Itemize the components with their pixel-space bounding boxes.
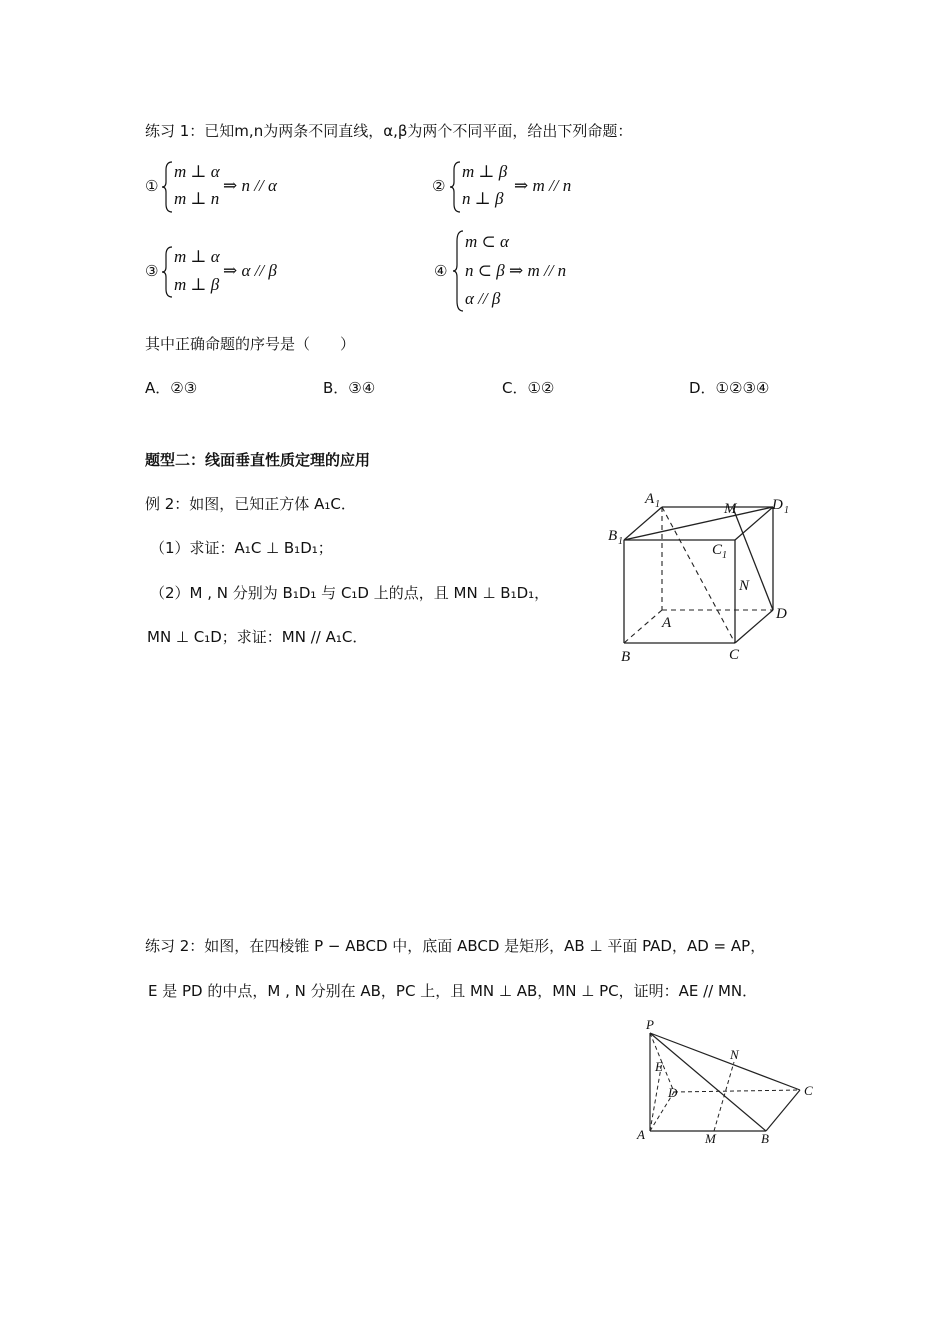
section-title: 题型二：线面垂直性质定理的应用 [145,451,371,469]
edge-B-C [766,1090,800,1131]
label-M: M [724,501,737,517]
label-N: N [730,1047,739,1062]
prop-4-brace [451,229,465,313]
prop-4-number: ④ [434,262,448,280]
label-P: P [646,1017,654,1032]
label-C: C [729,647,740,663]
prop-1-line2: m ⊥ n [174,189,220,208]
prop-2-conclusion: ⇒ m // n [514,176,572,195]
prop-1-number: ① [145,177,159,195]
prop-3-conclusion: ⇒ α // β [223,261,277,280]
cube-figure [600,485,810,670]
edge-A1-B1 [624,507,662,540]
edge-D1-C1 [735,507,773,540]
svg-text:1: 1 [784,505,789,516]
label-N: N [739,578,750,594]
diag-A1-C [662,507,735,643]
prop-2-line2: n ⊥ β [462,189,504,208]
prop-4-line1: m ⊂ α [465,232,509,251]
label-C1: C [712,542,723,558]
prop-4-line2: n ⊂ β ⇒ m // n [465,261,567,280]
prop-3-number: ③ [145,262,159,280]
label-D: D [776,606,787,622]
prop-1-line1: m ⊥ α [174,162,220,181]
prop-1-brace [160,160,174,214]
prop-1-conclusion: ⇒ n // α [223,176,277,195]
edge-P-B [650,1033,766,1131]
ex2-intro: 例 2：如图，已知正方体 A₁C． [145,495,356,513]
label-B: B [761,1131,769,1146]
svg-text:1: 1 [722,550,727,561]
option-b: B．③④ [323,379,376,397]
label-E: E [655,1059,663,1074]
prop-2-number: ② [432,177,446,195]
edge-P-C [650,1033,800,1090]
prop-3-line2: m ⊥ β [174,275,220,294]
svg-text:1: 1 [618,536,623,547]
hidden-A-B [624,610,662,643]
option-d: D．①②③④ [689,379,770,397]
label-A: A [637,1127,645,1142]
prop-2-brace [448,160,462,214]
ex2-part2: （2）M , N 分别为 B₁D₁ 与 C₁D 上的点，且 MN ⊥ B₁D₁， [150,584,550,602]
ex3-line1: 练习 2：如图，在四棱锥 P − ABCD 中，底面 ABCD 是矩形，AB ⊥ 平面 PAD，AD = AP， [145,937,766,955]
ex2-part2-cont: MN ⊥ C₁D；求证：MN // A₁C． [147,628,368,646]
label-D1: D [772,497,783,513]
label-A1: A [645,491,655,507]
prop-3-line1: m ⊥ α [174,247,220,266]
label-B: B [621,649,631,665]
ex1-intro: 练习 1：已知m,n为两条不同直线，α,β为两个不同平面，给出下列命题： [145,122,633,140]
label-B1: B [608,528,618,544]
ex1-question: 其中正确命题的序号是（ ） [145,335,356,353]
pyramid-figure [630,1015,825,1150]
ex3-line2: E 是 PD 的中点，M , N 分别在 AB，PC 上，且 MN ⊥ AB，MN ⊥ PC，证明：AE // MN． [148,982,758,1000]
label-C: C [804,1083,813,1098]
option-a: A．②③ [145,379,198,397]
svg-text:1: 1 [655,499,660,510]
segment-M-N [733,508,773,610]
label-D: D [668,1085,678,1100]
segment-M-N [714,1062,734,1131]
diag-B1-D1 [624,507,773,540]
hidden-D-C [674,1090,800,1092]
label-M: M [705,1131,716,1146]
prop-3-brace [160,245,174,299]
label-A: A [662,615,672,631]
ex2-part1: （1）求证：A₁C ⊥ B₁D₁； [150,539,333,557]
prop-2-line1: m ⊥ β [462,162,508,181]
edge-C-D [735,610,773,643]
option-c: C．①② [502,379,555,397]
prop-4-line3: α // β [465,289,501,308]
